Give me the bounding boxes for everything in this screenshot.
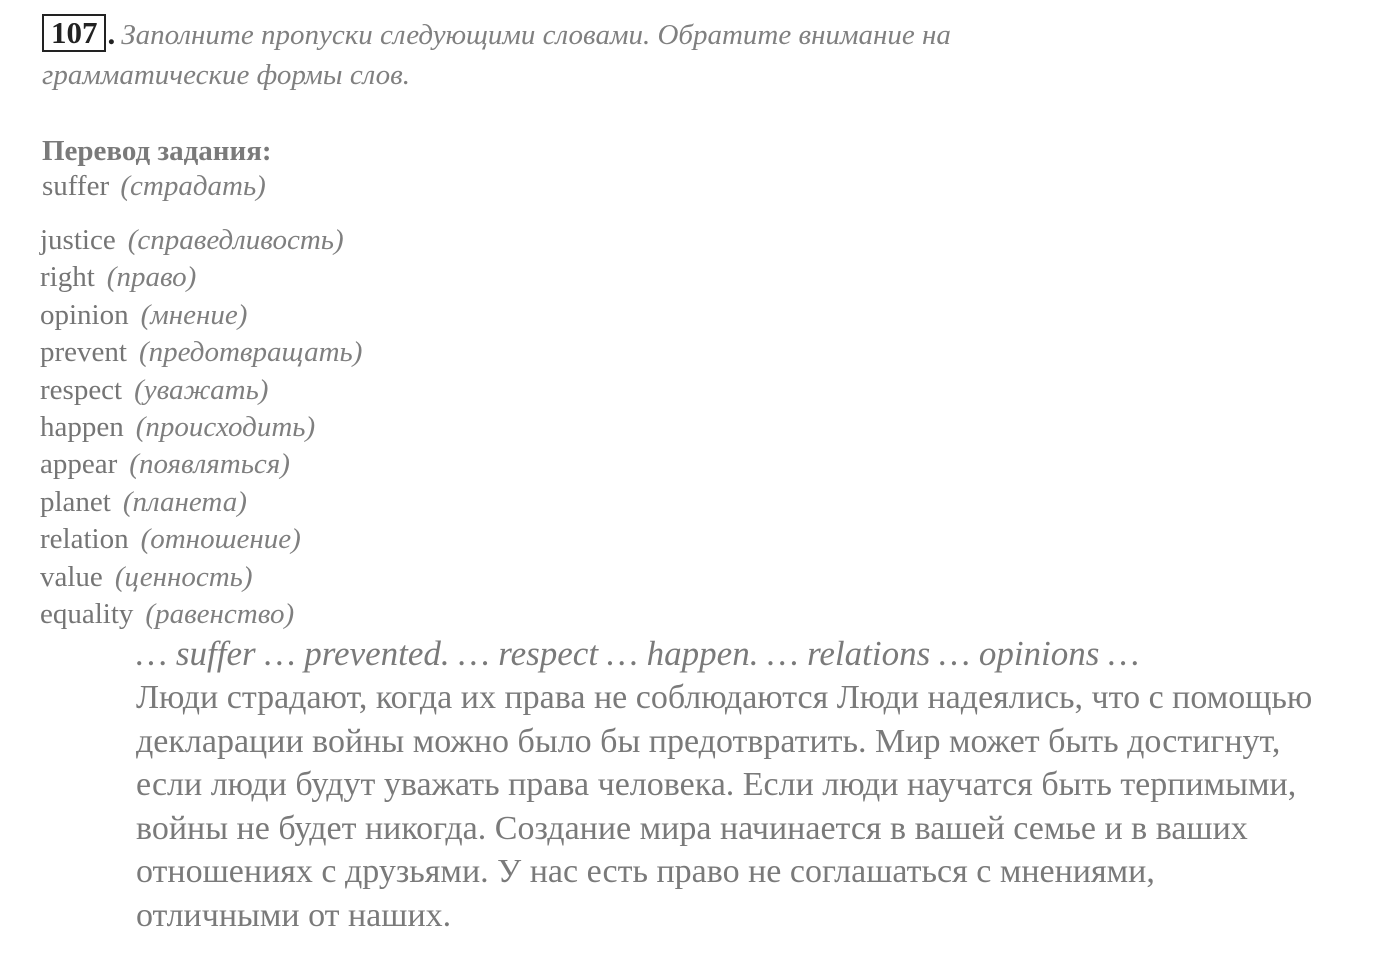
vocab-item <box>40 372 362 409</box>
vocab-word-en: happen <box>40 410 124 443</box>
vocab-item <box>40 484 362 521</box>
task-header <box>42 14 1142 95</box>
vocab-word-en: respect <box>40 373 123 406</box>
translation-paragraph: Люди страдают, когда их права не соблюдаются Люди надеялись, что с помощью декларации войны можно было бы предотвратить. Мир может быть достигнут, если люди будут уважать права человека. Если люди научатся быть терпимыми, войны не будет никогда. Создание мира начинается в вашей семье и в ваших отношениях с друзьями. У нас есть право не соглашаться с мнениями, отличными от наших. <box>136 679 1313 934</box>
vocab-word-ru: (ценность) <box>114 560 253 593</box>
vocab-word-en: value <box>40 560 103 593</box>
vocab-word-ru: (отношение) <box>140 523 301 556</box>
vocab-word-ru: (право) <box>106 261 197 294</box>
vocabulary-list <box>40 222 362 633</box>
vocab-word-ru: (предотвращать) <box>138 336 363 369</box>
task-number-dot: . <box>107 16 116 51</box>
vocab-word-en: equality <box>40 597 134 630</box>
vocab-word-ru: (справедливость) <box>127 224 344 256</box>
vocab-word-ru: (уважать) <box>134 373 269 406</box>
task-number-box: 107 <box>42 14 106 52</box>
vocab-word-en: opinion <box>40 298 129 331</box>
vocab-item <box>40 446 362 483</box>
vocab-word-ru: (страдать) <box>120 170 266 202</box>
vocab-word-en: justice <box>40 224 116 256</box>
vocab-word-en: appear <box>40 448 118 481</box>
vocab-item <box>40 222 362 259</box>
vocab-item <box>40 297 362 334</box>
vocab-word-ru: (мнение) <box>140 298 248 331</box>
vocab-word-ru: (равенство) <box>145 597 295 630</box>
vocab-word-en: prevent <box>40 336 127 369</box>
vocab-word-ru: (планета) <box>122 485 247 518</box>
vocab-item-first <box>42 170 266 203</box>
vocab-word-ru: (появляться) <box>129 448 290 481</box>
vocab-item <box>40 334 362 371</box>
answers-line: … suffer … prevented. … respect … happen. … relations … opinions … <box>136 634 1140 673</box>
vocab-item <box>40 559 362 596</box>
task-instruction: Заполните пропуски следующими словами. Обратите внимание на грамматические формы слов. <box>42 19 951 91</box>
vocab-item <box>40 596 362 633</box>
vocab-word-en: planet <box>40 485 111 518</box>
vocab-word-en: relation <box>40 523 129 556</box>
vocab-item <box>40 409 362 446</box>
vocab-word-ru: (происходить) <box>135 410 316 443</box>
vocab-item <box>40 259 362 296</box>
vocab-word-en: suffer <box>42 170 110 202</box>
vocab-word-en: right <box>40 261 95 294</box>
vocab-item <box>40 521 362 558</box>
translation-section-title: Перевод задания: <box>42 135 272 167</box>
